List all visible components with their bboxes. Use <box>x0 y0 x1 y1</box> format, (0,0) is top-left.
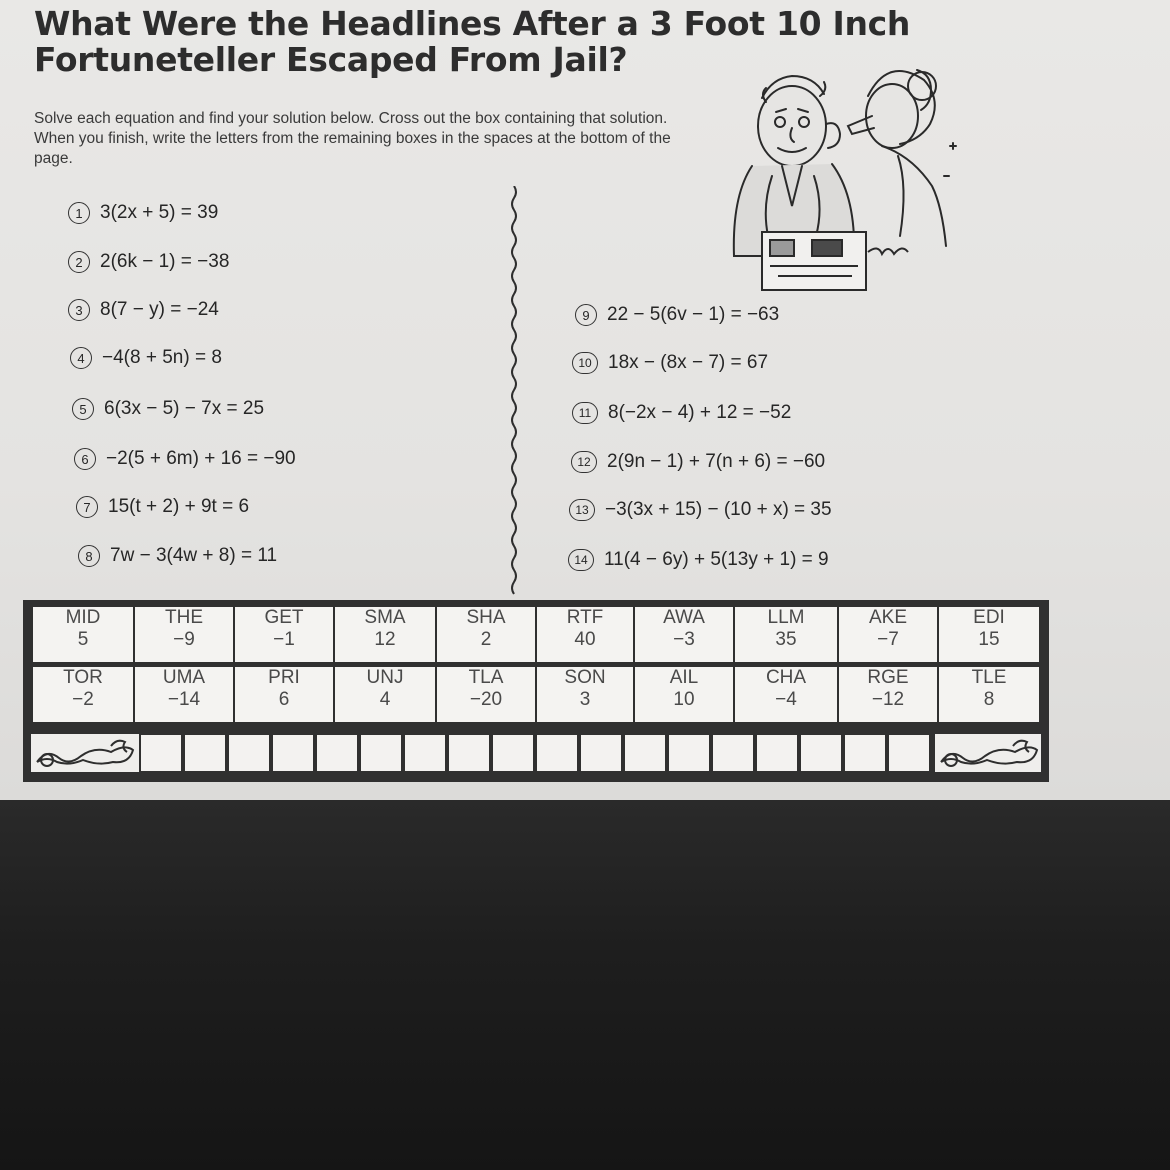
answer-slot[interactable] <box>713 735 753 771</box>
box-value: −14 <box>167 689 201 710</box>
equation: −4(8 + 5n) = 8 <box>102 347 222 368</box>
problem-14 <box>568 546 829 574</box>
box-value: −2 <box>72 689 94 710</box>
box-letters: AWA <box>663 607 705 628</box>
answer-box[interactable] <box>437 667 535 722</box>
equation: 3(2x + 5) = 39 <box>100 202 219 223</box>
answer-box[interactable] <box>537 667 633 722</box>
equation: 18x − (8x − 7) = 67 <box>608 352 769 373</box>
problem-1 <box>68 199 218 227</box>
box-letters: TLA <box>468 667 504 688</box>
answer-box[interactable] <box>839 667 937 722</box>
answer-box[interactable] <box>537 607 633 662</box>
answer-slot[interactable] <box>889 735 929 771</box>
problem-9 <box>575 301 779 329</box>
answer-box[interactable] <box>235 607 333 662</box>
answer-slot[interactable] <box>229 735 269 771</box>
problem-number: 1 <box>68 202 90 224</box>
equation: 2(6k − 1) = −38 <box>100 251 230 272</box>
problem-number: 11 <box>572 402 598 424</box>
box-letters: AIL <box>669 667 699 688</box>
equation: 8(−2x − 4) + 12 = −52 <box>608 402 792 423</box>
box-value: −7 <box>877 629 899 650</box>
equation: 2(9n − 1) + 7(n + 6) = −60 <box>607 451 826 472</box>
box-letters: MID <box>65 607 101 628</box>
problem-3 <box>68 296 219 324</box>
problem-number: 13 <box>569 499 595 521</box>
box-letters: UNJ <box>366 667 404 688</box>
box-letters: GET <box>264 607 304 628</box>
answer-box[interactable] <box>135 607 233 662</box>
equation: −3(3x + 15) − (10 + x) = 35 <box>605 499 832 520</box>
problem-6 <box>74 445 296 473</box>
answer-slot[interactable] <box>845 735 885 771</box>
answer-box[interactable] <box>735 667 837 722</box>
box-value: −20 <box>469 689 503 710</box>
box-value: 10 <box>673 689 695 710</box>
equation: 22 − 5(6v − 1) = −63 <box>607 304 780 325</box>
problem-number: 4 <box>70 347 92 369</box>
box-value: 40 <box>574 629 596 650</box>
problem-11 <box>572 399 791 427</box>
equation: −2(5 + 6m) + 16 = −90 <box>106 448 296 469</box>
box-letters: LLM <box>767 607 805 628</box>
answer-slot[interactable] <box>141 735 181 771</box>
box-value: 5 <box>77 629 89 650</box>
answer-box[interactable] <box>335 667 435 722</box>
box-value: −1 <box>273 629 295 650</box>
box-letters: TOR <box>63 667 103 688</box>
equation: 6(3x − 5) − 7x = 25 <box>104 398 265 419</box>
problem-5 <box>72 395 264 423</box>
answer-letter-strip <box>23 730 1049 782</box>
box-letters: RTF <box>566 607 604 628</box>
answer-slot[interactable] <box>317 735 357 771</box>
box-letters: UMA <box>162 667 206 688</box>
problem-number: 14 <box>568 549 594 571</box>
problem-8 <box>78 542 277 570</box>
scroll-ornament-right <box>935 734 1041 772</box>
answer-slot[interactable] <box>757 735 797 771</box>
scroll-ornament-left <box>31 734 139 772</box>
answer-box[interactable] <box>635 607 733 662</box>
equation: 11(4 − 6y) + 5(13y + 1) = 9 <box>604 549 829 570</box>
box-value: −12 <box>871 689 905 710</box>
answer-slot[interactable] <box>493 735 533 771</box>
answer-slot[interactable] <box>449 735 489 771</box>
equation: 15(t + 2) + 9t = 6 <box>108 496 250 517</box>
box-value: 2 <box>480 629 492 650</box>
answer-slot[interactable] <box>669 735 709 771</box>
problem-number: 12 <box>571 451 597 473</box>
problem-number: 6 <box>74 448 96 470</box>
problem-2 <box>68 248 229 276</box>
problem-number: 3 <box>68 299 90 321</box>
answer-slot[interactable] <box>625 735 665 771</box>
worksheet-title: What Were the Headlines After a 3 Foot 10 Inch Fortuneteller Escaped From Jail? <box>34 4 911 79</box>
answer-box[interactable] <box>33 607 133 662</box>
equation: 7w − 3(4w + 8) = 11 <box>110 545 278 566</box>
box-value: −3 <box>673 629 695 650</box>
problem-number: 7 <box>76 496 98 518</box>
answer-box[interactable] <box>335 607 435 662</box>
instructions-text: Solve each equation and find your solution below. Cross out the box containing that solution. When you finish, write the letters from the remaining boxes in the spaces at the bottom of the page. <box>34 110 671 167</box>
box-value: 4 <box>379 689 391 710</box>
answer-box[interactable] <box>437 607 535 662</box>
box-letters: PRI <box>268 667 300 688</box>
box-letters: CHA <box>765 667 807 688</box>
problem-12 <box>571 448 825 476</box>
cartoon-illustration <box>722 46 972 296</box>
box-letters: TLE <box>971 667 1007 688</box>
problem-7 <box>76 493 249 521</box>
answer-slot[interactable] <box>405 735 445 771</box>
box-letters: SON <box>564 667 606 688</box>
answer-box[interactable] <box>635 667 733 722</box>
box-value: −9 <box>173 629 195 650</box>
equation: 8(7 − y) = −24 <box>100 299 219 320</box>
box-value: 6 <box>278 689 290 710</box>
answer-slot[interactable] <box>801 735 841 771</box>
box-value: 12 <box>374 629 396 650</box>
desk-background <box>0 800 1170 1170</box>
answer-box[interactable] <box>939 667 1039 722</box>
box-letters: SHA <box>466 607 506 628</box>
problem-number: 10 <box>572 352 598 374</box>
box-letters: AKE <box>868 607 908 628</box>
answer-box[interactable] <box>135 667 233 722</box>
answer-box[interactable] <box>235 667 333 722</box>
box-value: 8 <box>983 689 995 710</box>
problem-number: 2 <box>68 251 90 273</box>
wavy-divider <box>504 186 524 598</box>
problem-number: 9 <box>575 304 597 326</box>
problem-13 <box>569 496 832 524</box>
answer-box[interactable] <box>839 607 937 662</box>
problem-number: 5 <box>72 398 94 420</box>
answer-slot[interactable] <box>537 735 577 771</box>
box-letters: RGE <box>867 667 909 688</box>
answer-box-table <box>23 600 1049 730</box>
answer-box[interactable] <box>33 667 133 722</box>
problem-number: 8 <box>78 545 100 567</box>
answer-slot[interactable] <box>185 735 225 771</box>
box-value: 15 <box>978 629 1000 650</box>
box-letters: SMA <box>364 607 406 628</box>
box-letters: THE <box>165 607 203 628</box>
box-value: 35 <box>775 629 797 650</box>
answer-slot[interactable] <box>361 735 401 771</box>
answer-box[interactable] <box>939 607 1039 662</box>
answer-box[interactable] <box>735 607 837 662</box>
problem-4 <box>70 344 222 372</box>
answer-slot[interactable] <box>273 735 313 771</box>
problem-10 <box>572 349 768 377</box>
box-value: −4 <box>775 689 797 710</box>
answer-slot[interactable] <box>581 735 621 771</box>
box-letters: EDI <box>973 607 1005 628</box>
box-value: 3 <box>579 689 591 710</box>
